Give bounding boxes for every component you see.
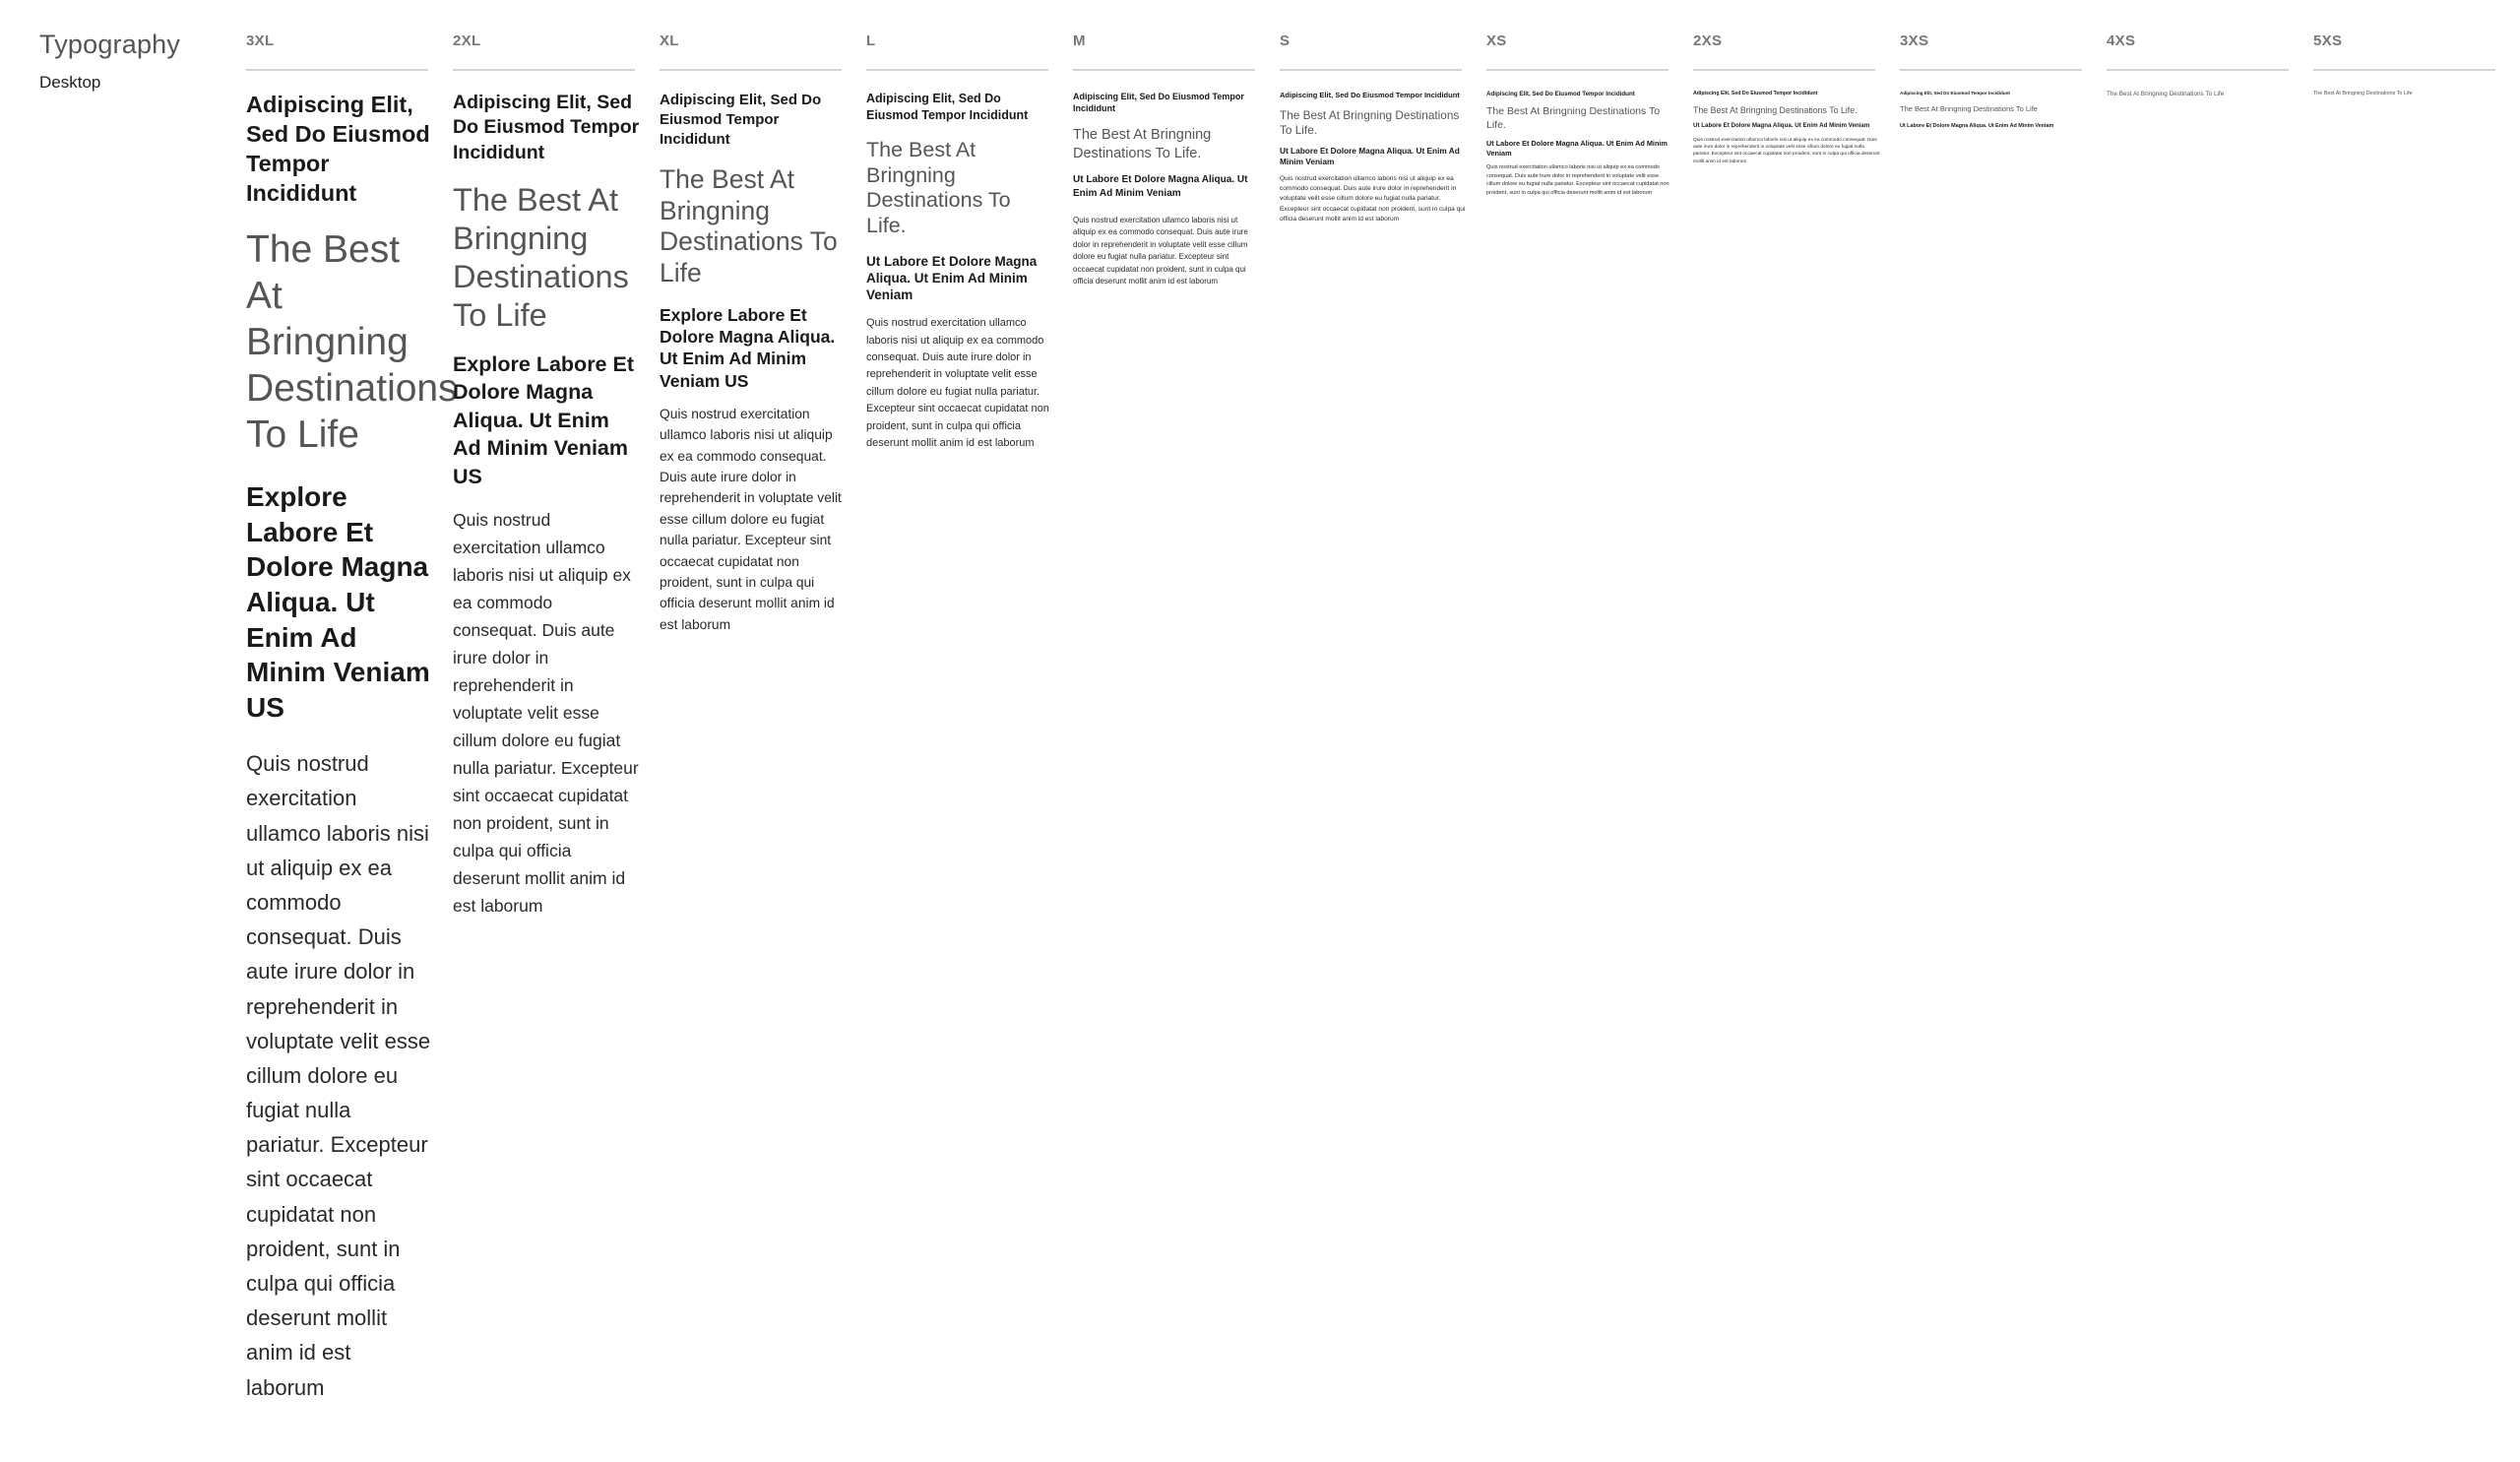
column-label: 2XL xyxy=(453,32,481,49)
body-sample: Quis nostrud exercitation ullamco laboris nisi ut aliquip ex ea commodo consequat. Duis aute irure dolor in reprehenderit in voluptate velit esse cillum dolore eu fugiat nulla pariatur. Excepteur sint occaecat cupidatat non proident, sunt in culpa qui officia deserunt mollit anim id est laborum xyxy=(1073,215,1248,286)
body-sample: Quis nostrud exercitation ullamco laboris nisi ut aliquip ex ea commodo consequat. Duis aute irure dolor in reprehenderit in voluptate velit esse cillum dolore eu fugiat nulla pariatur. Excepteur sint occaecat cupidatat non proident, sunt in culpa qui officia deserunt mollit anim id est laborum xyxy=(1280,175,1466,222)
page-title: Typography xyxy=(39,30,181,59)
subheading-sample: Ut Labore Et Dolore Magna Aliqua. Ut Enim Ad Minim Veniam xyxy=(1280,145,1460,167)
column-samples xyxy=(2107,91,2294,98)
column-divider xyxy=(660,69,842,71)
body-sample: Quis nostrud exercitation ullamco laboris nisi ut aliquip ex ea commodo consequat. Duis aute irure dolor in reprehenderit in voluptate velit esse cillum dolore eu fugiat nulla pariatur. Excepteur sint occaecat cupidatat non proident, sunt in culpa qui officia deserunt mollit anim id est laborum xyxy=(453,509,639,916)
column-label: M xyxy=(1073,32,1086,49)
column-samples xyxy=(1280,91,1467,224)
column-divider xyxy=(1486,69,1669,71)
column-divider xyxy=(1073,69,1255,71)
column-samples xyxy=(1693,91,1880,165)
subheading-sample: Ut Labore Et Dolore Magna Aliqua. Ut Enim Ad Minim Veniam xyxy=(866,253,1038,303)
column-divider xyxy=(1900,69,2082,71)
column-samples xyxy=(246,91,458,1405)
display-sample: The Best At Bringning Destinations To Life. xyxy=(1073,127,1212,162)
heading-sample: Adipiscing Elit, Sed Do Eiusmod Tempor Incididunt xyxy=(866,92,1029,122)
subheading-sample: Explore Labore Et Dolore Magna Aliqua. Ut Enim Ad Minim Veniam US xyxy=(453,352,634,488)
display-sample: The Best At Bringning Destinations To Life xyxy=(660,163,838,288)
column-label: XL xyxy=(660,32,679,49)
display-sample: The Best At Bringning Destinations To Life. xyxy=(1280,108,1460,138)
column-samples xyxy=(866,91,1053,452)
column-samples xyxy=(453,91,640,920)
subheading-sample: Explore Labore Et Dolore Magna Aliqua. Ut Enim Ad Minim Veniam US xyxy=(660,305,836,391)
heading-sample: Adipiscing Elit, Sed Do Eiusmod Tempor Incididunt xyxy=(1693,91,1818,96)
column-samples xyxy=(660,91,847,635)
subheading-sample: Explore Labore Et Dolore Magna Aliqua. Ut Enim Ad Minim Veniam US xyxy=(246,481,430,723)
column-divider xyxy=(246,69,428,71)
display-sample: The Best At Bringning Destinations To Life. xyxy=(1693,105,1858,116)
subheading-sample: Ut Labore Et Dolore Magna Aliqua. Ut Enim Ad Minim Veniam xyxy=(1073,173,1248,199)
column-divider xyxy=(2313,69,2495,71)
column-label: 2XS xyxy=(1693,32,1723,49)
display-sample: The Best At Bringning Destinations To Life xyxy=(2313,91,2413,96)
column-label: 4XS xyxy=(2107,32,2136,49)
display-sample: The Best At Bringning Destinations To Life xyxy=(453,182,629,334)
subheading-sample: Ut Labore Et Dolore Magna Aliqua. Ut Enim Ad Minim Veniam xyxy=(1900,122,2054,129)
body-sample: Quis nostrud exercitation ullamco laboris nisi ut aliquip ex ea commodo consequat. Duis aute irure dolor in reprehenderit in voluptate velit esse cillum dolore eu fugiat nulla pariatur. Excepteur sint occaecat cupidatat non proident, sunt in culpa qui officia deserunt mollit anim id est laborum xyxy=(866,317,1049,449)
body-sample: Quis nostrud exercitation ullamco laboris nisi ut aliquip ex ea commodo consequat. Duis aute irure dolor in reprehenderit in voluptate velit esse cillum dolore eu fugiat nulla pariatur. Excepteur sint occaecat cupidatat non proident, sunt in culpa qui officia deserunt mollit anim id est laborum xyxy=(660,406,842,632)
heading-sample: Adipiscing Elit, Sed Do Eiusmod Tempor Incididunt xyxy=(1280,91,1460,99)
page-subtitle: Desktop xyxy=(39,73,101,92)
display-sample: The Best At Bringning Destinations To Life xyxy=(1900,104,2038,114)
body-sample: Quis nostrud exercitation ullamco laboris nisi ut aliquip ex ea commodo consequat. Duis aute irure dolor in reprehenderit in voluptate velit esse cillum dolore eu fugiat nulla pariatur. Excepteur sint occaecat cupidatat non proident, sunt in culpa qui officia deserunt mollit anim id est laborum xyxy=(1693,138,1880,164)
column-samples xyxy=(1900,91,2087,131)
heading-sample: Adipiscing Elit, Sed Do Eiusmod Tempor Incididunt xyxy=(1073,92,1244,114)
column-label: 5XS xyxy=(2313,32,2343,49)
column-label: XS xyxy=(1486,32,1507,49)
heading-sample: Adipiscing Elit, Sed Do Eiusmod Tempor Incididunt xyxy=(1900,91,2010,95)
column-divider xyxy=(866,69,1048,71)
heading-sample: Adipiscing Elit, Sed Do Eiusmod Tempor Incididunt xyxy=(1486,91,1635,97)
subheading-sample: Ut Labore Et Dolore Magna Aliqua. Ut Enim Ad Minim Veniam xyxy=(1693,122,1870,130)
body-sample: Quis nostrud exercitation ullamco laboris nisi ut aliquip ex ea commodo consequat. Duis aute irure dolor in reprehenderit in voluptate velit esse cillum dolore eu fugiat nulla pariatur. Excepteur sint occaecat cupidatat non proident, sunt in culpa qui officia deserunt mollit anim id est laborum xyxy=(246,751,431,1400)
heading-sample: Adipiscing Elit, Sed Do Eiusmod Tempor Incididunt xyxy=(453,92,640,163)
column-divider xyxy=(1693,69,1875,71)
display-sample: The Best At Bringning Destinations To Life. xyxy=(1486,105,1661,131)
body-sample: Quis nostrud exercitation ullamco laboris nisi ut aliquip ex ea commodo consequat. Duis aute irure dolor in reprehenderit in voluptate velit esse cillum dolore eu fugiat nulla pariatur. Excepteur sint occaecat cupidatat non proident, sunt in culpa qui officia deserunt mollit anim id est laborum xyxy=(1486,164,1670,197)
heading-sample: Adipiscing Elit, Sed Do Eiusmod Tempor Incididunt xyxy=(660,92,822,148)
display-sample: The Best At Bringning Destinations To Life xyxy=(246,228,458,456)
column-samples xyxy=(1073,91,1260,287)
column-divider xyxy=(453,69,635,71)
column-divider xyxy=(2107,69,2289,71)
column-label: S xyxy=(1280,32,1291,49)
column-label: 3XS xyxy=(1900,32,1929,49)
column-label: L xyxy=(866,32,876,49)
subheading-sample: Ut Labore Et Dolore Magna Aliqua. Ut Enim Ad Minim Veniam xyxy=(1486,138,1668,158)
column-label: 3XL xyxy=(246,32,275,49)
column-samples xyxy=(2313,91,2500,97)
column-divider xyxy=(1280,69,1462,71)
heading-sample: Adipiscing Elit, Sed Do Eiusmod Tempor Incididunt xyxy=(246,92,430,206)
column-samples xyxy=(1486,91,1673,198)
display-sample: The Best At Bringning Destinations To Life. xyxy=(866,137,1011,238)
display-sample: The Best At Bringning Destinations To Life xyxy=(2107,91,2225,97)
